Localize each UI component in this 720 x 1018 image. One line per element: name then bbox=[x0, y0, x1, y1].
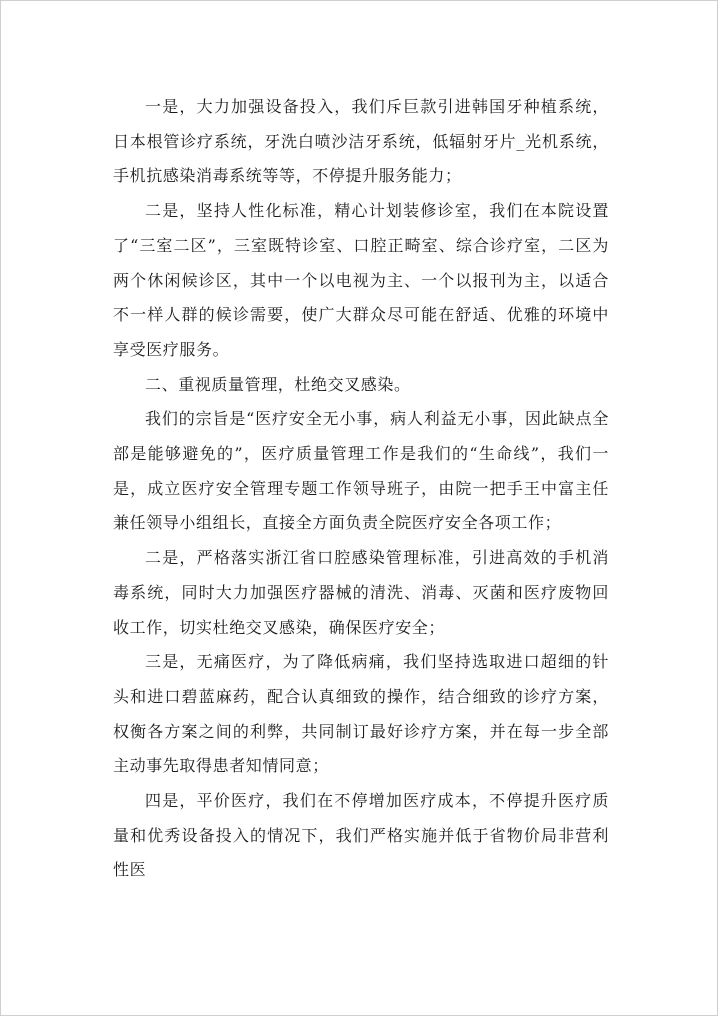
paragraph-affordable-care: 四是，平价医疗，我们在不停增加医疗成本，不停提升医疗质量和优秀设备投入的情况下，我们严格实施并低于省物价局非营利性医 bbox=[113, 791, 609, 880]
document-body bbox=[113, 90, 609, 888]
paragraph-purpose: 我们的宗旨是“医疗安全无小事，病人利益无小事，因此缺点全部是能够避免的”，医疗质量管理工作是我们的“生命线”，我们一是，成立医疗安全管理专题工作领导班子，由院一把手王中富主任兼任领导小组组长，直接全方面负责全院医疗安全各项工作； bbox=[113, 409, 609, 533]
paragraph-humanized-standard: 二是，坚持人性化标准，精心计划装修诊室，我们在本院设置了“三室二区”，三室既特诊室、口腔正畸室、综合诊疗室，二区为两个休闲候诊区，其中一个以电视为主、一个以报刊为主，以适合不一样人群的候诊需要，使广大群众尽可能在舒适、优雅的环境中享受医疗服务。 bbox=[113, 201, 609, 359]
paragraph-painless-care: 三是，无痛医疗，为了降低病痛，我们坚持选取进口超细的针头和进口碧蓝麻药，配合认真细致的操作，结合细致的诊疗方案，权衡各方案之间的利弊，共同制订最好诊疗方案，并在每一步全部主动事先取得患者知情同意； bbox=[113, 652, 609, 776]
paragraph-equipment: 一是，大力加强设备投入，我们斥巨款引进韩国牙种植系统，日本根管诊疗系统，牙洗白喷沙洁牙系统，低辐射牙片_光机系统，手机抗感染消毒系统等等，不停提升服务能力； bbox=[113, 97, 609, 186]
section-heading-quality: 二、重视质量管理，杜绝交叉感染。 bbox=[145, 374, 411, 394]
paragraph-infection-control: 二是，严格落实浙江省口腔感染管理标准，引进高效的手机消毒系统，同时大力加强医疗器械的清洗、消毒、灭菌和医疗废物回收工作，切实杜绝交叉感染，确保医疗安全； bbox=[113, 548, 609, 637]
